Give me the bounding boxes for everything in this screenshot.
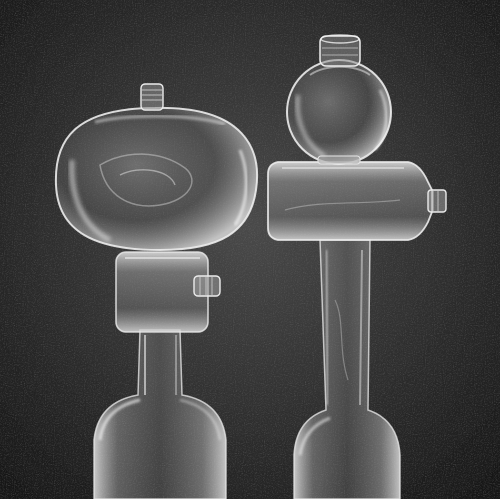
left-round-flask xyxy=(56,108,257,250)
left-flask-neck xyxy=(141,84,163,110)
left-square-bottle-neck xyxy=(194,276,220,296)
right-horizontal-bottle xyxy=(268,162,432,240)
right-horizontal-bottle-neck xyxy=(428,190,446,212)
right-globe-neck xyxy=(320,36,360,66)
